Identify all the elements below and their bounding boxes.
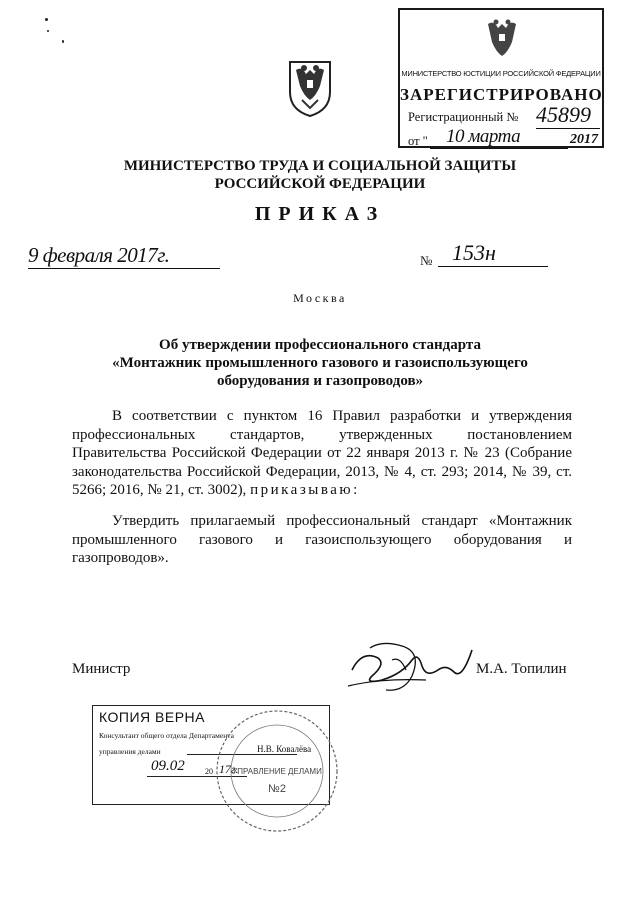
body-paragraph-2: [72, 512, 572, 568]
order-date: 9 февраля 2017г.: [28, 243, 220, 269]
document-type: ПРИКАЗ: [254, 203, 386, 225]
order-subject: [70, 336, 570, 390]
round-stamp-text: УПРАВЛЕНИЕ ДЕЛАМИ: [232, 767, 322, 776]
copy-stamp-year-label: 20: [205, 767, 213, 776]
copy-stamp-consultant: Консультант общего отдела Департамента: [99, 731, 234, 740]
stamp-date-text: 10 марта: [446, 126, 521, 147]
scan-speck: [45, 18, 48, 21]
paragraph-1-text: В соответствии с пунктом 16 Правил разработки и утверждения профессиональных стандартов, утвержденных постановлением Правительства Российской Федерации от 22 января 2013 г. № 23 (Собрание законодательства Российской Федерации, 2013, № 4, ст. 293; 2014, № 39, ст. 5266; 2016, № 21, ст. 3002),: [72, 408, 572, 498]
subject-line-3: оборудования и газопроводов»: [216, 373, 424, 389]
round-stamp-number: №2: [268, 783, 286, 795]
minister-name: М.А. Топилин: [476, 661, 567, 677]
stamp-ministry: МИНИСТЕРСТВО ЮСТИЦИИ РОССИЙСКОЙ ФЕДЕРАЦИИ: [401, 69, 601, 78]
minister-position: Министр: [72, 661, 131, 677]
handwritten-signature: [342, 630, 482, 700]
subject-line-2: «Монтажник промышленного газового и газоиспользующего: [112, 355, 528, 371]
paragraph-1-emphasis: приказываю:: [250, 482, 360, 498]
stamp-year: 2017: [570, 132, 598, 147]
stamp-emblem-icon: [480, 16, 524, 64]
registration-stamp: [398, 8, 604, 148]
copy-stamp-year-suffix: 17г.: [219, 762, 239, 776]
copy-stamp-signer: Н.В. Ковалёва: [257, 744, 312, 754]
stamp-status: ЗАРЕГИСТРИРОВАНО: [400, 85, 603, 104]
subject-line-1: Об утверждении профессионального стандарта: [159, 337, 481, 353]
round-seal-stamp: [214, 708, 340, 834]
ministry-line-2: РОССИЙСКОЙ ФЕДЕРАЦИИ: [214, 176, 426, 192]
copy-stamp-department: управления делами: [99, 747, 161, 756]
city: Москва: [293, 291, 347, 305]
scan-speck: [62, 40, 64, 43]
scan-speck: [47, 30, 49, 32]
body-paragraph-1: [72, 407, 572, 500]
stamp-reg-number: 45899: [536, 102, 600, 129]
copy-stamp-date: 09.02: [151, 758, 185, 774]
coat-of-arms-icon: [282, 56, 338, 118]
ministry-line-1: МИНИСТЕРСТВО ТРУДА И СОЦИАЛЬНОЙ ЗАЩИТЫ: [123, 158, 517, 174]
copy-stamp-title: КОПИЯ ВЕРНА: [99, 709, 205, 725]
stamp-date: [430, 126, 568, 149]
stamp-reg-label: Регистрационный №: [408, 110, 519, 124]
order-number: 153н: [438, 240, 548, 267]
paragraph-2-text: Утвердить прилагаемый профессиональный стандарт «Монтажник промышленного газового и газоиспользующего оборудования и газопроводов».: [72, 513, 572, 566]
ministry-title: [100, 157, 540, 193]
stamp-from-label: от ": [408, 134, 428, 148]
order-number-label: №: [420, 253, 433, 268]
